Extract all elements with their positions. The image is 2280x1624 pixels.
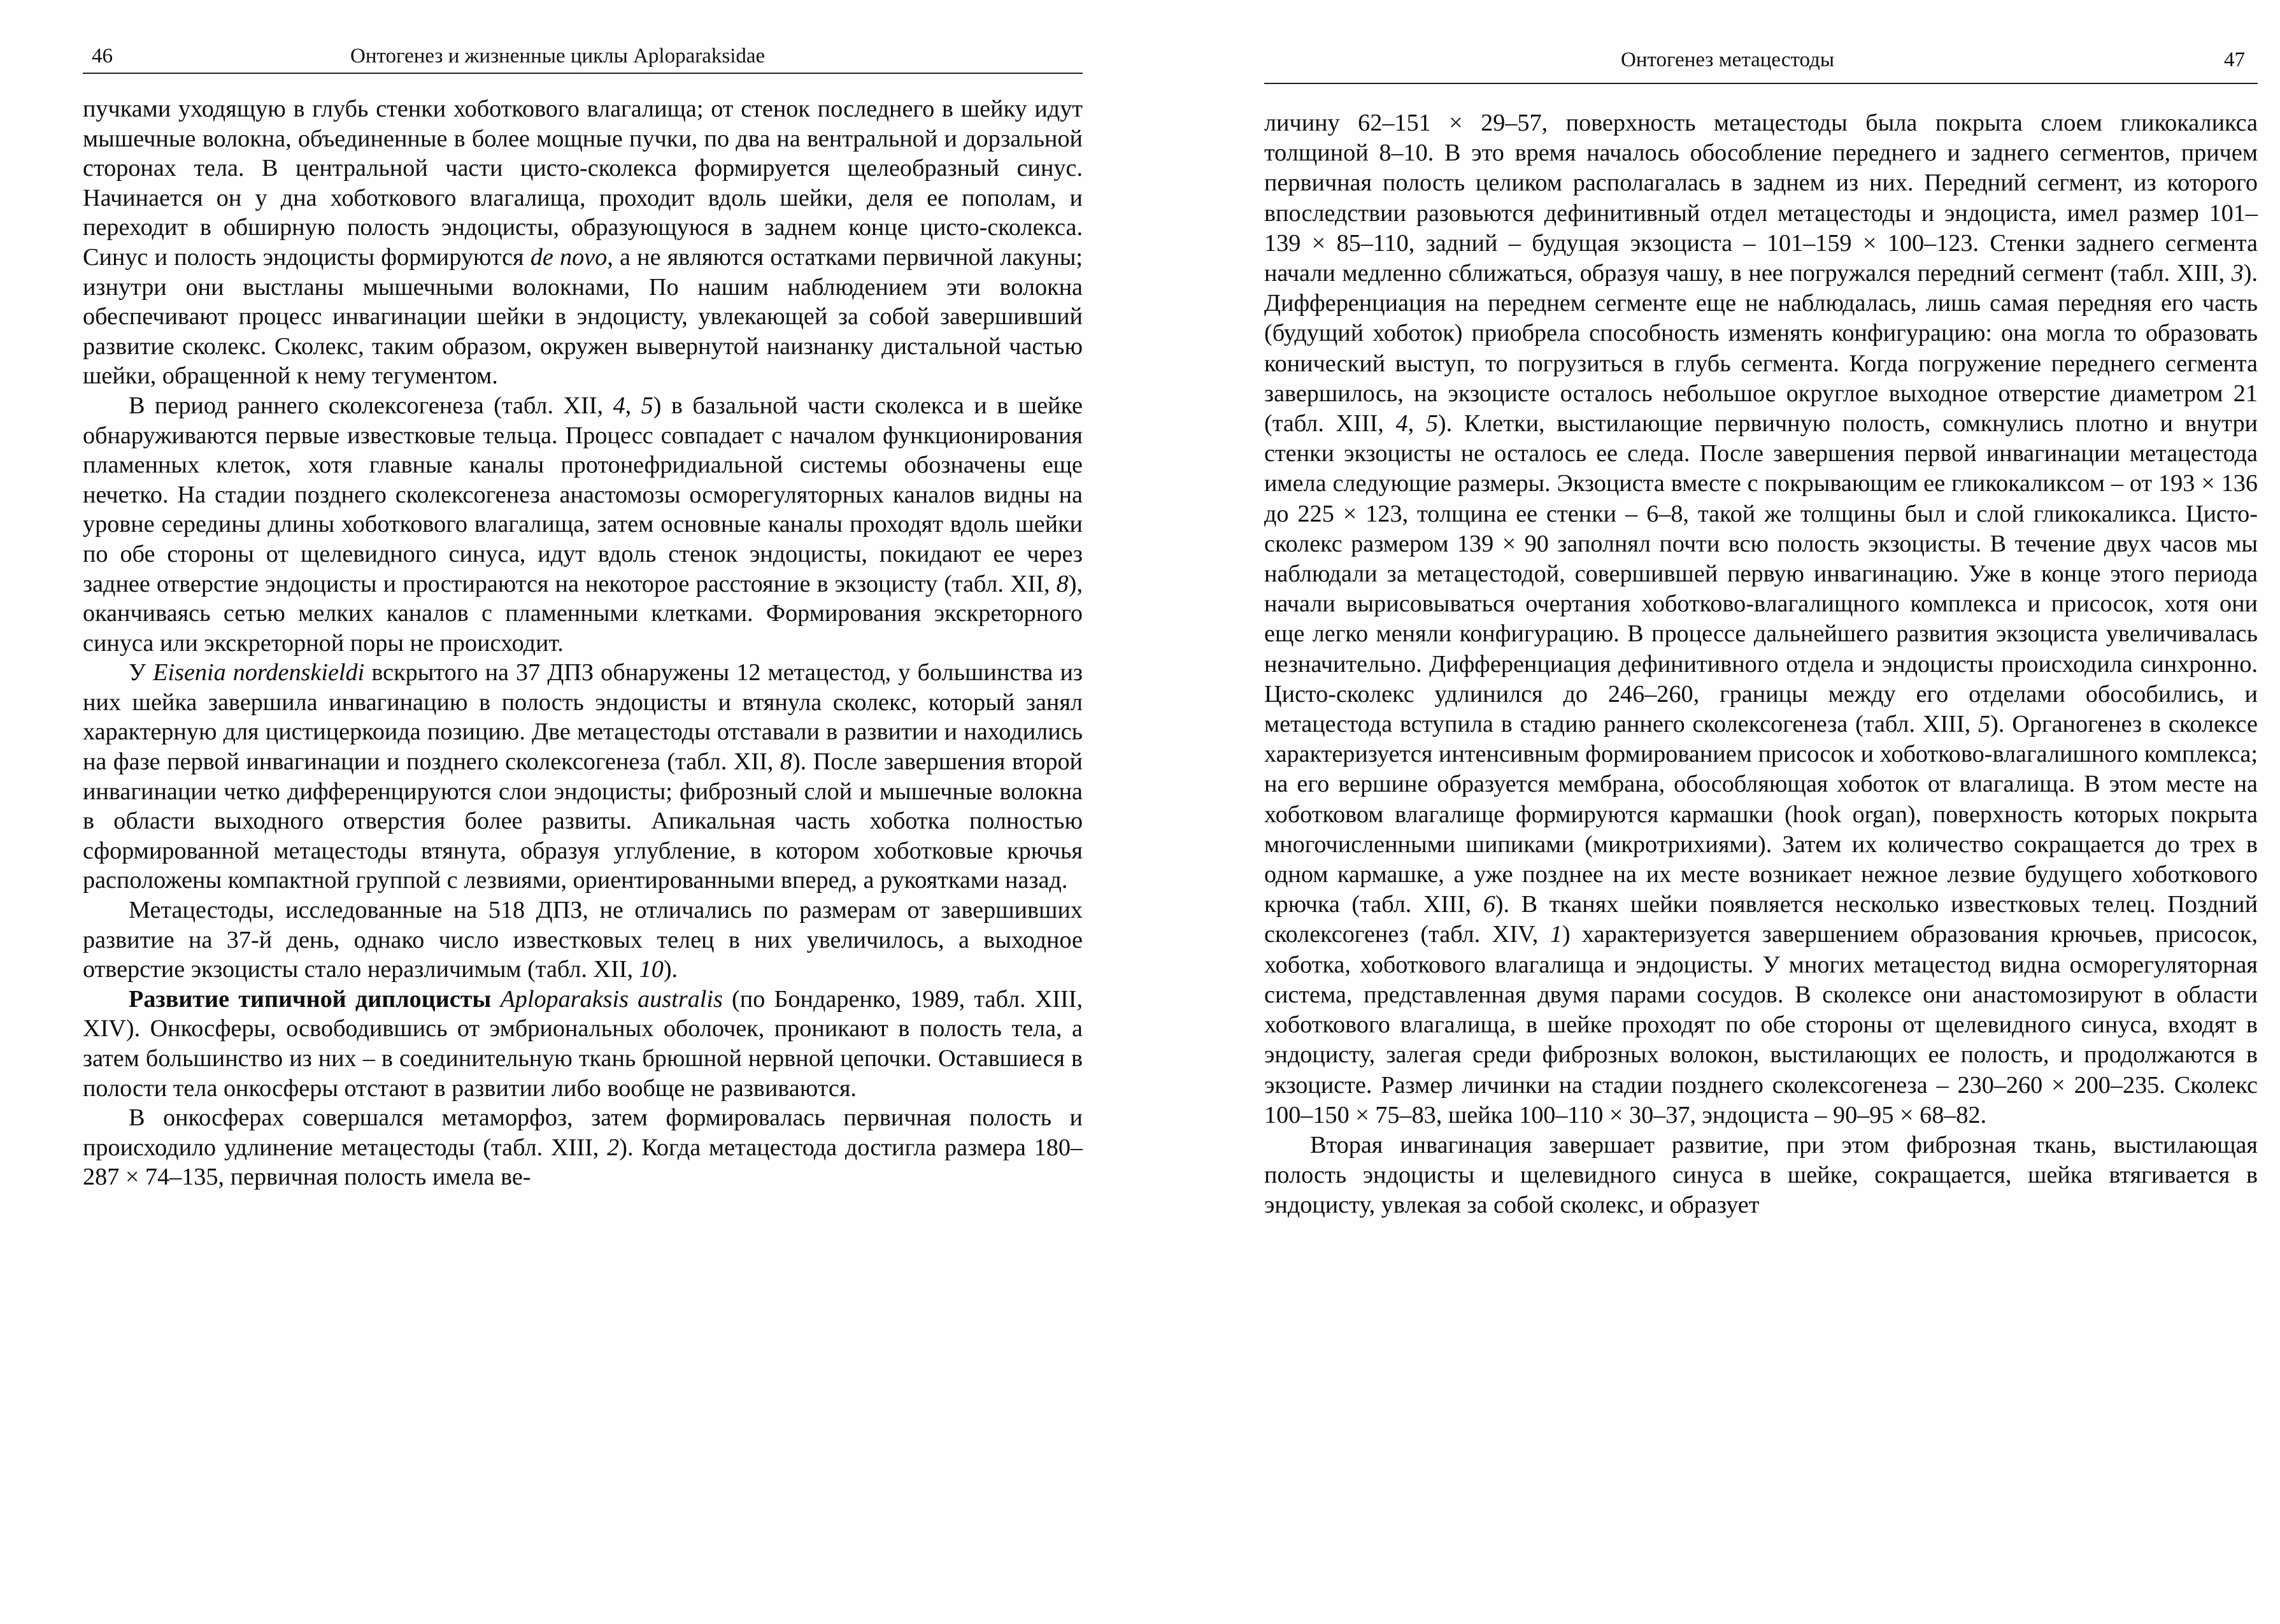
paragraph: Метацестоды, исследованные на 518 ДПЗ, не отличались по размерам от завершивших развитие на 37-й день, однако число известковых телец в них увеличилось, а выходное отверстие экзоцисты стало неразличимым (табл. XII, 10). [83,897,1083,983]
paragraph: Вторая инвагинация завершает развитие, при этом фиброзная ткань, выстилающая полость эндоцисты и щелевидного синуса в шейке, сокращается, шейка втягивается в эндоцисту, увлекая за собой сколекс, и образует [1264,1131,2258,1219]
left-body-text [83,94,1083,1192]
header-rule [83,73,1083,74]
left-running-head [83,41,1083,74]
right-page-number: 47 [2224,48,2245,71]
right-running-title: Онтогенез метацестоды [1621,48,1834,71]
header-rule [1264,83,2258,84]
left-running-title: Онтогенез и жизненные циклы Aploparaksidae [350,45,766,68]
paragraph: личину 62–151 × 29–57, поверхность метацестоды была покрыта слоем гликокаликса толщиной 8–10. В это время началось обособление переднего и заднего сегментов, причем первичная полость целиком располагалась в заднем из них. Передний сегмент, из которого впоследствии разовьются дефинитивный отдел метацестоды и эндоциста, имел размер 101–139 × 85–110, задний – будущая экзоциста – 101–159 × 100–123. Стенки заднего сегмента начали медленно сближаться, образуя чашу, в нее погружался передний сегмент (табл. XIII, 3). Дифференциация на переднем сегменте еще не наблюдалась, лишь самая передняя его часть (будущий хоботок) приобрела способность изменять конфигурацию: она могла то образовать конический выступ, то погрузиться в глубь сегмента. Когда погружение переднего сегмента завершилось, на экзоцисте осталось небольшое округлое выходное отверстие диаметром 21 (табл. XIII, 4, 5). Клетки, выстилающие первичную полость, сомкнулись плотно и внутри стенки экзоцисты не осталось ее следа. После завершения первой инвагинации метацестода имела следующие размеры. Экзоциста вместе с покрывающим ее гликокаликсом – от 193 × 136 до 225 × 123, толщина ее стенки – 6–8, такой же толщины был и слой гликокаликса. Цисто-сколекс размером 139 × 90 заполнял почти всю полость экзоцисты. В течение двух часов мы наблюдали за метацестодой, совершившей первую инвагинацию. Уже в конце этого периода начали вырисовываться очертания хоботково-влагалищного комплекса и присосок, хотя они еще легко меняли конфигурацию. В процессе дальнейшего развития экзоциста увеличивалась незначительно. Дифференциация дефинитивного отдела и эндоцисты происходила синхронно. Цисто-сколекс удлинился до 246–260, границы между его отделами обособились, и метацестода вступила в стадию раннего сколексогенеза (табл. XIII, 5). Органогенез в сколексе характеризуется интенсивным формированием присосок и хоботково-влагалишного комплекса; на его вершине образуется мембрана, обособляющая хоботок от влагалища. В этом месте на хоботковом влагалище формируются кармашки (hook organ), поверхность которых покрыта многочисленными шипиками (микротрихиями). Затем их количество сокращается до трех в одном кармашке, а уже позднее на их месте возникает нежное лезвие будущего хоботкового крючка (табл. XIII, 6). В тканях шейки появляется несколько известковых телец. Поздний сколексогенез (табл. XIV, 1) характеризуется завершением образования крючьев, присосок, хоботка, хоботкового влагалища и эндоцисты. У многих метацестод видна осморегуляторная система, представленная двумя парами сосудов. В сколексе они анастомозируют в области хоботкового влагалища, в шейке проходят по обе стороны от щелевидного синуса, входят в эндоцисту, залегая среди фиброзных волокон, выстилающих ее полость, и продолжаются в экзоцисте. Размер личинки на стадии позднего сколексогенеза – 230–260 × 200–235. Сколекс 100–150 × 75–83, шейка 100–110 × 30–37, эндоциста – 90–95 × 68–82. [1264,110,2258,1129]
paragraph: Развитие типичной диплоцисты Aploparaksis australis (по Бондаренко, 1989, табл. XIII, XIV). Онкосферы, освободившись от эмбриональных оболочек, проникают в полость тела, а затем большинство из них – в соединительную ткань брюшной нервной цепочки. Оставшиеся в полости тела онкосферы отстают в развитии либо вообще не развиваются. [83,985,1083,1102]
right-page [1264,0,2258,1624]
paragraph: У Eisenia nordenskieldi вскрытого на 37 ДПЗ обнаружены 12 метацестод, у большинства из них шейка завершила инвагинацию в полость эндоцисты и втянула сколекс, который занял характерную для цистицеркоида позицию. Две метацестоды отставали в развитии и находились на фазе первой инвагинации и позднего сколексогенеза (табл. XII, 8). После завершения второй инвагинации четко дифференцируются слои эндоцисты; фиброзный слой и мышечные волокна в области выходного отверстия более развиты. Апикальная часть хоботка полностью сформированной метацестоды втянута, образуя углубление, в котором хоботковые крючья расположены компактной группой с лезвиями, ориентированными вперед, а рукоятками назад. [83,659,1083,894]
right-running-head [1264,31,2258,84]
left-page [83,0,1083,1624]
left-page-number: 46 [92,45,113,68]
paragraph: В период раннего сколексогенеза (табл. XII, 4, 5) в базальной части сколекса и в шейке обнаруживаются первые известковые тельца. Процесс совпадает с началом функционирования пламенных клеток, хотя главные каналы протонефридиальной системы обозначены еще нечетко. На стадии позднего сколексогенеза анастомозы осморегуляторных каналов видны на уровне середины длины хоботкового влагалища, затем основные каналы проходят вдоль шейки по обе стороны от щелевидного синуса, идут вдоль стенок эндоцисты, покидают ее через заднее отверстие эндоцисты и простираются на некоторое расстояние в экзоцисту (табл. XII, 8), оканчиваясь сетью мелких каналов с пламенными клетками. Формирования экскреторного синуса или экскреторной поры не происходит. [83,392,1083,657]
section-heading: Развитие типичной диплоцисты [129,985,492,1013]
paragraph: В онкосферах совершался метаморфоз, затем формировалась первичная полость и происходило удлинение метацестоды (табл. XIII, 2). Когда метацестода достигла размера 180–287 × 74–135, первичная полость имела ве- [83,1104,1083,1191]
paragraph: пучками уходящую в глубь стенки хоботкового влагалища; от стенок последнего в шейку идут мышечные волокна, объединенные в более мощные пучки, по два на вентральной и дорзальной сторонах тела. В центральной части цисто-сколекса формируется щелеобразный синус. Начинается он у дна хоботкового влагалища, проходит вдоль шейки, деля ее пополам, и переходит в обширную полость эндоцисты, образующуюся в заднем конце цисто-сколекса. Синус и полость эндоцисты формируются de novo, а не являются остатками первичной лакуны; изнутри они выстланы мышечными волокнами, По нашим наблюдением эти волокна обеспечивают процесс инвагинации шейки в эндоцисту, увлекающей за собой завершивший развитие сколекс. Сколекс, таким образом, окружен вывернутой наизнанку дистальной частью шейки, обращенной к нему тегументом. [83,96,1083,390]
right-body-text [1264,108,2258,1221]
